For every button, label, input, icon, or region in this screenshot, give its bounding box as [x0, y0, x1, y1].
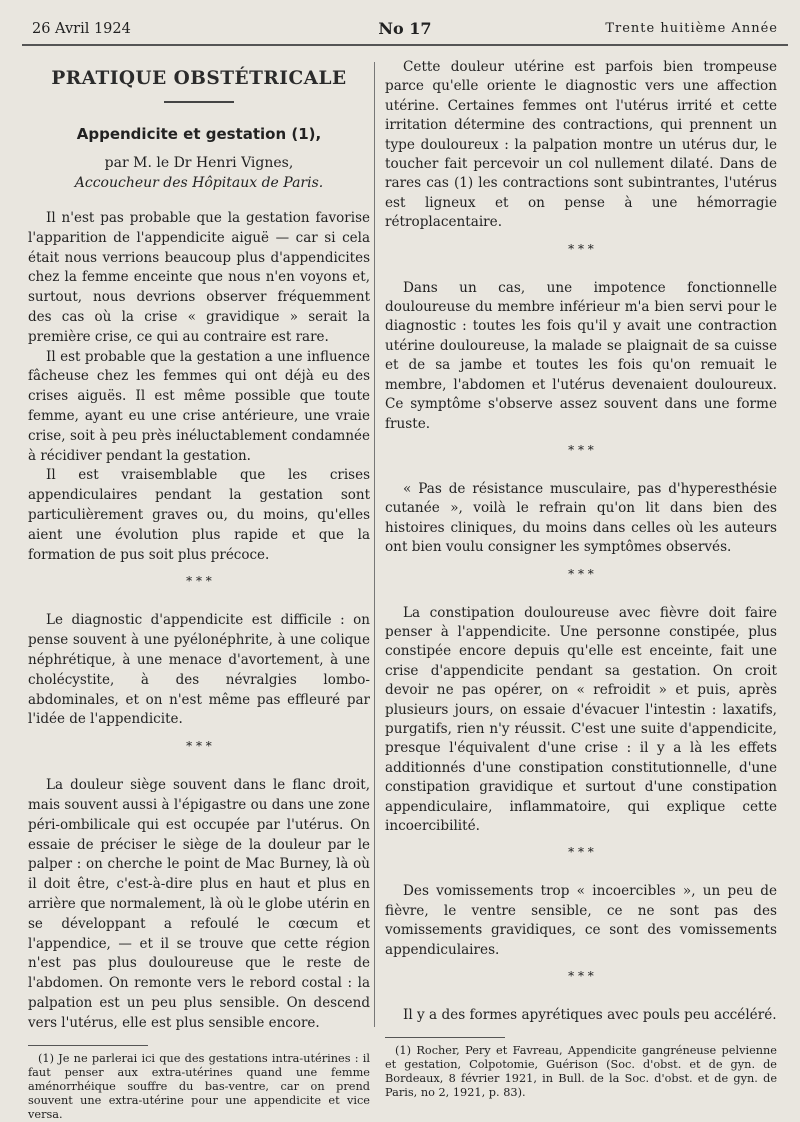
left-paragraph-5: La douleur siège souvent dans le flanc droit, mais souvent aussi à l'épigastre ou dans une zone péri-ombilicale qui est occupée par l'utérus. On essaie de préciser le siège de la douleur par le palper : on cherche le point de Mac Burney, là où il doit être, c'est-à-dire plus en haut et plus en arrière que normalement, là où le globe utérin en se développant a refoulé le cœcum et l'appendice, — et il se trouve que cette région n'est pas plus douloureuse que le reste de l'abdomen. On remonte vers le rebord costal : la palpation est un peu plus sensible. On descend vers l'utérus, elle est plus sensible encore. — [28, 777, 370, 1031]
article-byline: par M. le Dr Henri Vignes, — [104, 155, 294, 171]
right-paragraph-3: « Pas de résistance musculaire, pas d'hyperesthésie cutanée », voilà le refrain qu'on lit dans bien des histoires cliniques, du moins dans celles où les auteurs ont bien voulu consigner les symptômes observés. — [385, 480, 777, 556]
section-separator: * * * — [186, 739, 212, 754]
section-separator: * * * — [568, 241, 594, 256]
section-separator: * * * — [568, 969, 594, 984]
header-rule — [22, 44, 788, 46]
right-paragraph-5: Des vomissements trop « incoercibles », un peu de fièvre, le ventre sensible, ce ne sont pas des vomissements gravidiques, ce sont des vomissements appendiculaires. — [385, 883, 777, 958]
article-title: Appendicite et gestation (1), — [76, 125, 322, 143]
issue-number: No 17 — [378, 19, 432, 38]
right-paragraph-1: Cette douleur utérine est parfois bien trompeuse parce qu'elle oriente le diagnostic vers une affection utérine. Certaines femmes ont l'utérus irrité et cette irritation détermine des contractions, qui prennent un type douloureux : la palpation montre un utérus dur, le toucher fait percevoir un col nullement dilaté. Dans de rares cas (1) les contractions sont subintrantes, l'utérus est ligneux et on pense à une hémorragie rétroplacentaire. — [385, 59, 777, 231]
section-title: PRATIQUE OBSTÉTRICALE — [51, 68, 347, 89]
left-paragraph-4: Le diagnostic d'appendicite est difficile : on pense souvent à une pyélonéphrite, à une colique néphrétique, à une menace d'avortement, à une cholécystite, à des névralgies lombo-abdominales, et on n'est même pas effleuré par l'idée de l'appendicite. — [28, 612, 370, 728]
section-separator: * * * — [186, 574, 212, 589]
title-rule — [164, 101, 234, 103]
section-separator: * * * — [568, 566, 594, 581]
author-affiliation: Accoucheur des Hôpitaux de Paris. — [74, 175, 324, 191]
left-column — [28, 60, 370, 1122]
left-footnote: (1) Je ne parlerai ici que des gestations intra-utérines : il faut penser aux extra-utérines quand une femme aménorrhéique souffre du bas-ventre, car on prend souvent une extra-utérine pour une appendicite et vice versa. — [28, 1052, 370, 1122]
column-divider — [374, 62, 375, 1027]
left-paragraph-1: Il n'est pas probable que la gestation favorise l'apparition de l'appendicite aiguë — car si cela était nous verrions beaucoup plus d'appendicites chez la femme enceinte que nous n'en voyons et, surtout, nous devrions observer fréquemment des cas où la crise « gravidique » serait la première crise, ce qui au contraire est rare. — [28, 210, 370, 345]
left-paragraph-2: Il est probable que la gestation a une influence fâcheuse chez les femmes qui ont déjà eu des crises aiguës. Il est même possible que toute femme, ayant eu une crise antérieure, une vraie crise, soit à peu près inéluctablement condamnée à récidiver pendant la gestation. — [28, 348, 370, 464]
section-separator: * * * — [568, 845, 594, 860]
right-paragraph-2: Dans un cas, une impotence fonctionnelle douloureuse du membre inférieur m'a bien servi pour le diagnostic : toutes les fois qu'il y avait une contraction utérine douloureuse, la malade se plaignait de sa cuisse et de sa jambe et toutes les fois qu'on remuait le membre, l'abdomen et l'utérus devenaient douloureux. Ce symptôme s'observe assez souvent dans une forme fruste. — [385, 279, 777, 432]
right-paragraph-4: La constipation douloureuse avec fièvre doit faire penser à l'appendicite. Une personne constipée, plus constipée encore depuis qu'elle est enceinte, fait une crise d'appendicite pendant sa gestation. On croit devoir ne pas opérer, on « refroidit » et puis, après plusieurs jours, on essaie d'évacuer l'intestin : laxatifs, purgatifs, rien n'y réussit. C'est une suite d'appendicite, presque l'équivalent d'une crise : il y a là les effets additionnés d'une constipation constitutionnelle, d'une constipation gravidique et surtout d'une constipation appendiculaire, inflammatoire, qui explique cette incoercibilité. — [385, 604, 777, 834]
issue-date: 26 Avril 1924 — [32, 21, 131, 37]
right-footnote: (1) Rocher, Pery et Favreau, Appendicite gangréneuse pelvienne et gestation, Colpotomie, Guérison (Soc. d'obst. et de gyn. de Bordeaux, 8 février 1921, in Bull. de la Soc. d'obst. et de gyn. de Paris, no 2, 1921, p. 83). — [385, 1044, 777, 1100]
right-paragraph-6: Il y a des formes apyrétiques avec pouls peu accéléré. — [403, 1007, 777, 1024]
page-header — [32, 18, 778, 40]
section-separator: * * * — [568, 442, 594, 457]
right-column — [385, 58, 777, 1100]
left-paragraph-3: Il est vraisemblable que les crises appendiculaires pendant la gestation sont particulièrement graves ou, du moins, qu'elles aient une évolution plus rapide et que la formation de pus soit plus précoce. — [28, 467, 370, 563]
volume-year: Trente huitième Année — [605, 21, 778, 36]
